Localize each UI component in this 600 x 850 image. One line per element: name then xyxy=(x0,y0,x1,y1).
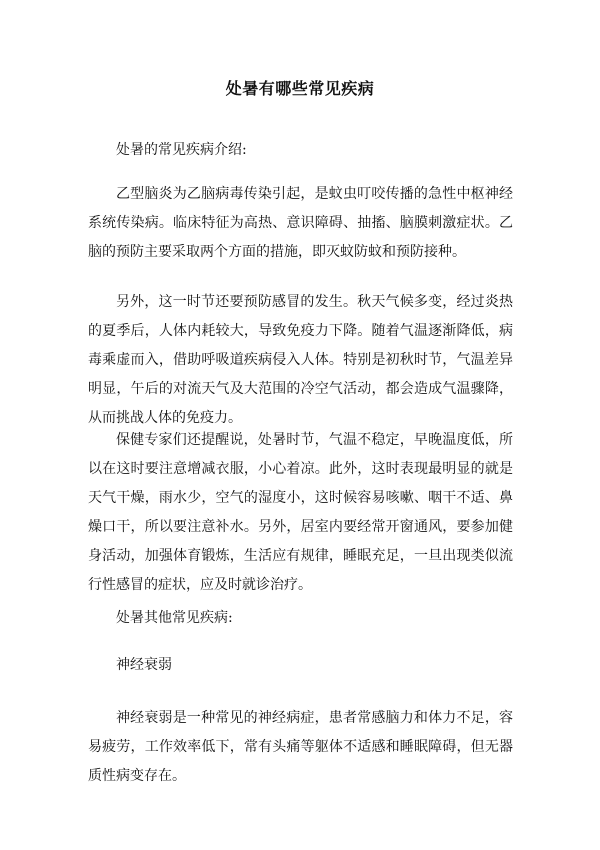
other-diseases-heading: 处暑其他常见疾病: xyxy=(116,610,233,626)
page-title: 处暑有哪些常见疾病 xyxy=(225,79,375,98)
paragraph-cold: 另外，这一时节还要预防感冒的发生。秋天气候多变，经过炎热的夏季后，人体内耗较大，导致免疫力下降。随着气温逐渐降低，病毒乘虚而入，借助呼吸道疾病侵入人体。特别是初秋时节，气温差异明显，午后的对流天气及大范围的冷空气活动，都会造成气温骤降，从而挑战人体的免疫力。 xyxy=(88,294,513,426)
paragraph-neurasthenia: 神经衰弱是一种常见的神经病症，患者常感脑力和体力不足，容易疲劳，工作效率低下，常有头痛等躯体不适感和睡眠障碍，但无器质性病变存在。 xyxy=(88,710,513,784)
paragraph-health-advice: 保健专家们还提醒说，处暑时节，气温不稳定，早晚温度低，所以在这时要注意增减衣服，小心着凉。此外，这时表现最明显的就是天气干燥，雨水少，空气的湿度小，这时候容易咳嗽、咽干不适、鼻燥口干，所以要注意补水。另外，居室内要经常开窗通风，要参加健身活动，加强体育锻炼，生活应有规律，睡眠充足，一旦出现类似流行性感冒的症状，应及时就诊治疗。 xyxy=(88,432,513,593)
intro-heading: 处暑的常见疾病介绍: xyxy=(116,142,247,158)
neurasthenia-heading: 神经衰弱 xyxy=(116,657,172,673)
paragraph-encephalitis: 乙型脑炎为乙脑病毒传染引起，是蚊虫叮咬传播的急性中枢神经系统传染病。临床特征为高热、意识障碍、抽搐、脑膜刺激症状。乙脑的预防主要采取两个方面的措施，即灭蚊防蚊和预防接种。 xyxy=(88,186,513,260)
